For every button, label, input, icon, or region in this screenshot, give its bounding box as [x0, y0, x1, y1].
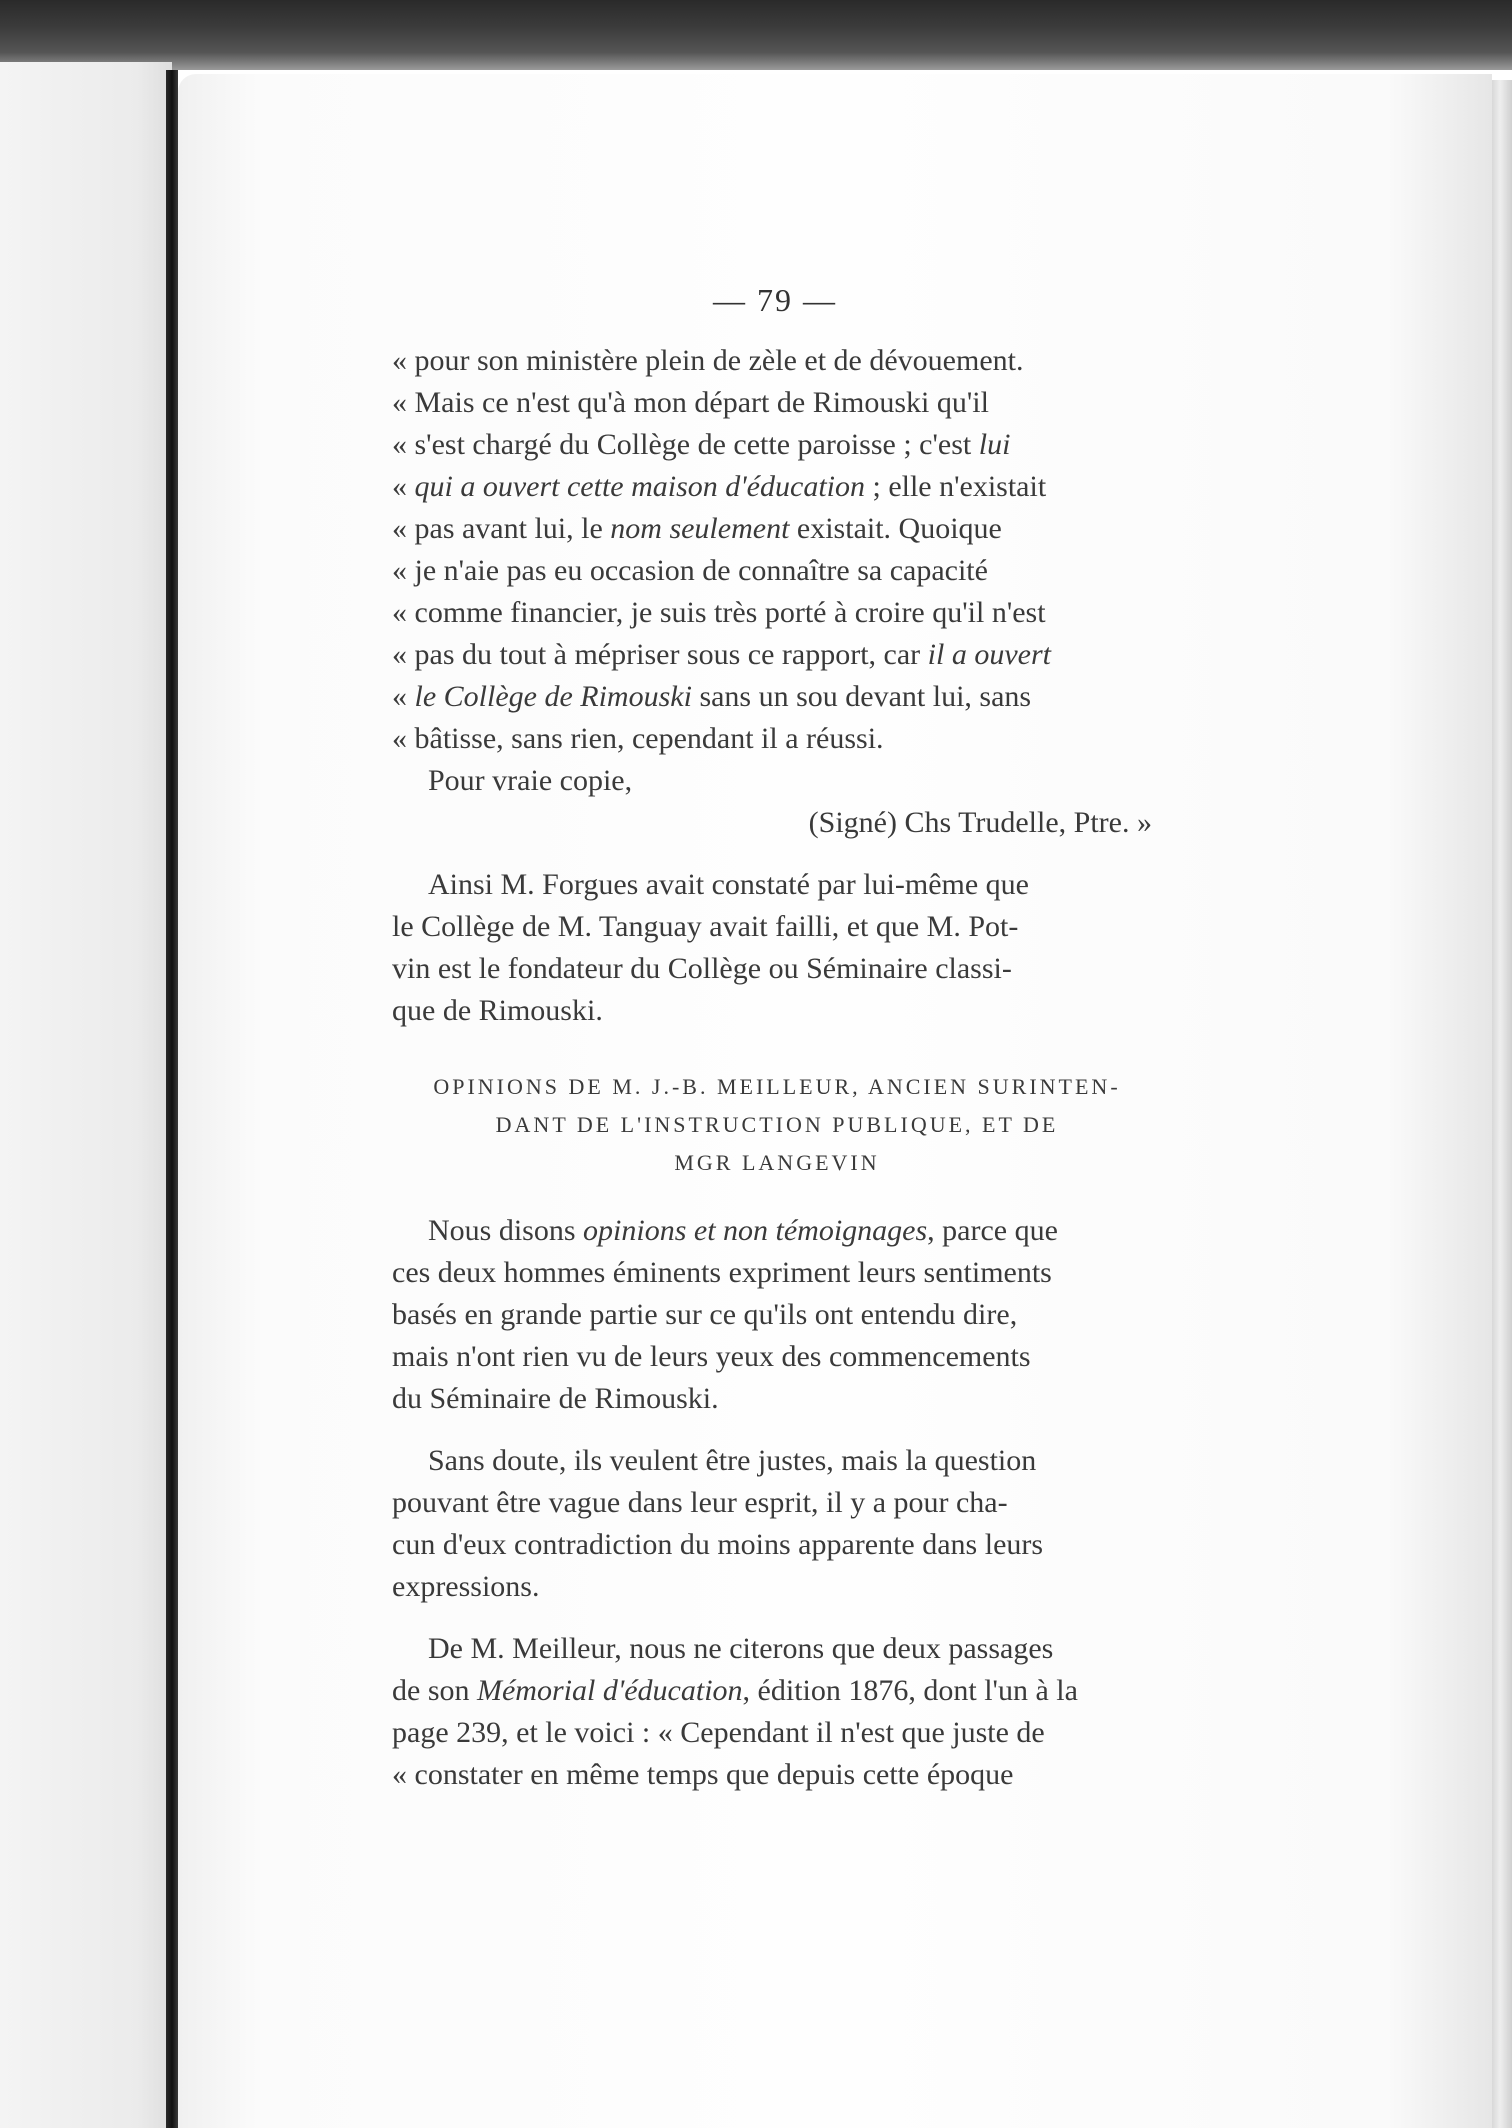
- text-line: pouvant être vague dans leur esprit, il y a pour cha-: [392, 1486, 1008, 1519]
- text-line: Ainsi M. Forgues avait constaté par lui-même que: [428, 868, 1029, 901]
- quoted-letter: [392, 340, 1162, 844]
- text-line: « comme financier, je suis très porté à croire qu'il n'est: [392, 596, 1046, 629]
- text-line: que de Rimouski.: [392, 994, 603, 1027]
- text-line: « je n'aie pas eu occasion de connaître sa capacité: [392, 554, 988, 587]
- text-line: expressions.: [392, 1570, 540, 1603]
- copy-line: Pour vraie copie,: [428, 764, 633, 797]
- heading-line: MGR LANGEVIN: [674, 1150, 880, 1175]
- text-line: « constater en même temps que depuis cette époque: [392, 1758, 1014, 1791]
- text-line: ces deux hommes éminents expriment leurs sentiments: [392, 1256, 1052, 1289]
- text-line: Sans doute, ils veulent être justes, mais la question: [428, 1444, 1037, 1477]
- text-line: « qui a ouvert cette maison d'éducation ; elle n'existait: [392, 470, 1047, 503]
- paragraph-sans: [392, 1440, 1162, 1608]
- signature: (Signé) Chs Trudelle, Ptre. »: [808, 806, 1152, 839]
- text-line: « bâtisse, sans rien, cependant il a réussi.: [392, 722, 884, 755]
- paragraph-nous: [392, 1210, 1162, 1420]
- page-number: — 79 —: [713, 282, 837, 318]
- paragraph-ainsi: [392, 864, 1162, 1032]
- book-spine: [166, 70, 178, 2128]
- text-line: « pour son ministère plein de zèle et de dévouement.: [392, 344, 1024, 377]
- section-heading: [392, 1068, 1162, 1182]
- heading-line: DANT DE L'INSTRUCTION PUBLIQUE, ET DE: [495, 1112, 1059, 1137]
- left-page-edge: [0, 62, 172, 2128]
- text-line: « Mais ce n'est qu'à mon départ de Rimouski qu'il: [392, 386, 989, 419]
- text-line: basés en grande partie sur ce qu'ils ont entendu dire,: [392, 1298, 1018, 1331]
- scan-background: [0, 0, 1512, 70]
- text-line: le Collège de M. Tanguay avait failli, et que M. Pot-: [392, 910, 1019, 943]
- text-line: « pas du tout à mépriser sous ce rapport, car il a ouvert: [392, 638, 1051, 671]
- text-line: vin est le fondateur du Collège ou Séminaire classi-: [392, 952, 1012, 985]
- heading-line: OPINIONS DE M. J.-B. MEILLEUR, ANCIEN SURINTEN-: [433, 1074, 1121, 1099]
- text-line: de son Mémorial d'éducation, édition 1876, dont l'un à la: [392, 1674, 1078, 1707]
- text-line: « s'est chargé du Collège de cette paroisse ; c'est lui: [392, 428, 1011, 461]
- text-line: cun d'eux contradiction du moins apparente dans leurs: [392, 1528, 1044, 1561]
- text-line: Nous disons opinions et non témoignages, parce que: [428, 1214, 1058, 1247]
- text-line: mais n'ont rien vu de leurs yeux des commencements: [392, 1340, 1031, 1373]
- text-line: De M. Meilleur, nous ne citerons que deux passages: [428, 1632, 1054, 1665]
- page-edge-shadow: [1492, 80, 1512, 2128]
- text-line: page 239, et le voici : « Cependant il n'est que juste de: [392, 1716, 1045, 1749]
- text-line: « pas avant lui, le nom seulement existait. Quoique: [392, 512, 1002, 545]
- page-text: [392, 280, 1162, 1796]
- text-line: « le Collège de Rimouski sans un sou devant lui, sans: [392, 680, 1032, 713]
- paragraph-de: [392, 1628, 1162, 1796]
- text-line: du Séminaire de Rimouski.: [392, 1382, 719, 1415]
